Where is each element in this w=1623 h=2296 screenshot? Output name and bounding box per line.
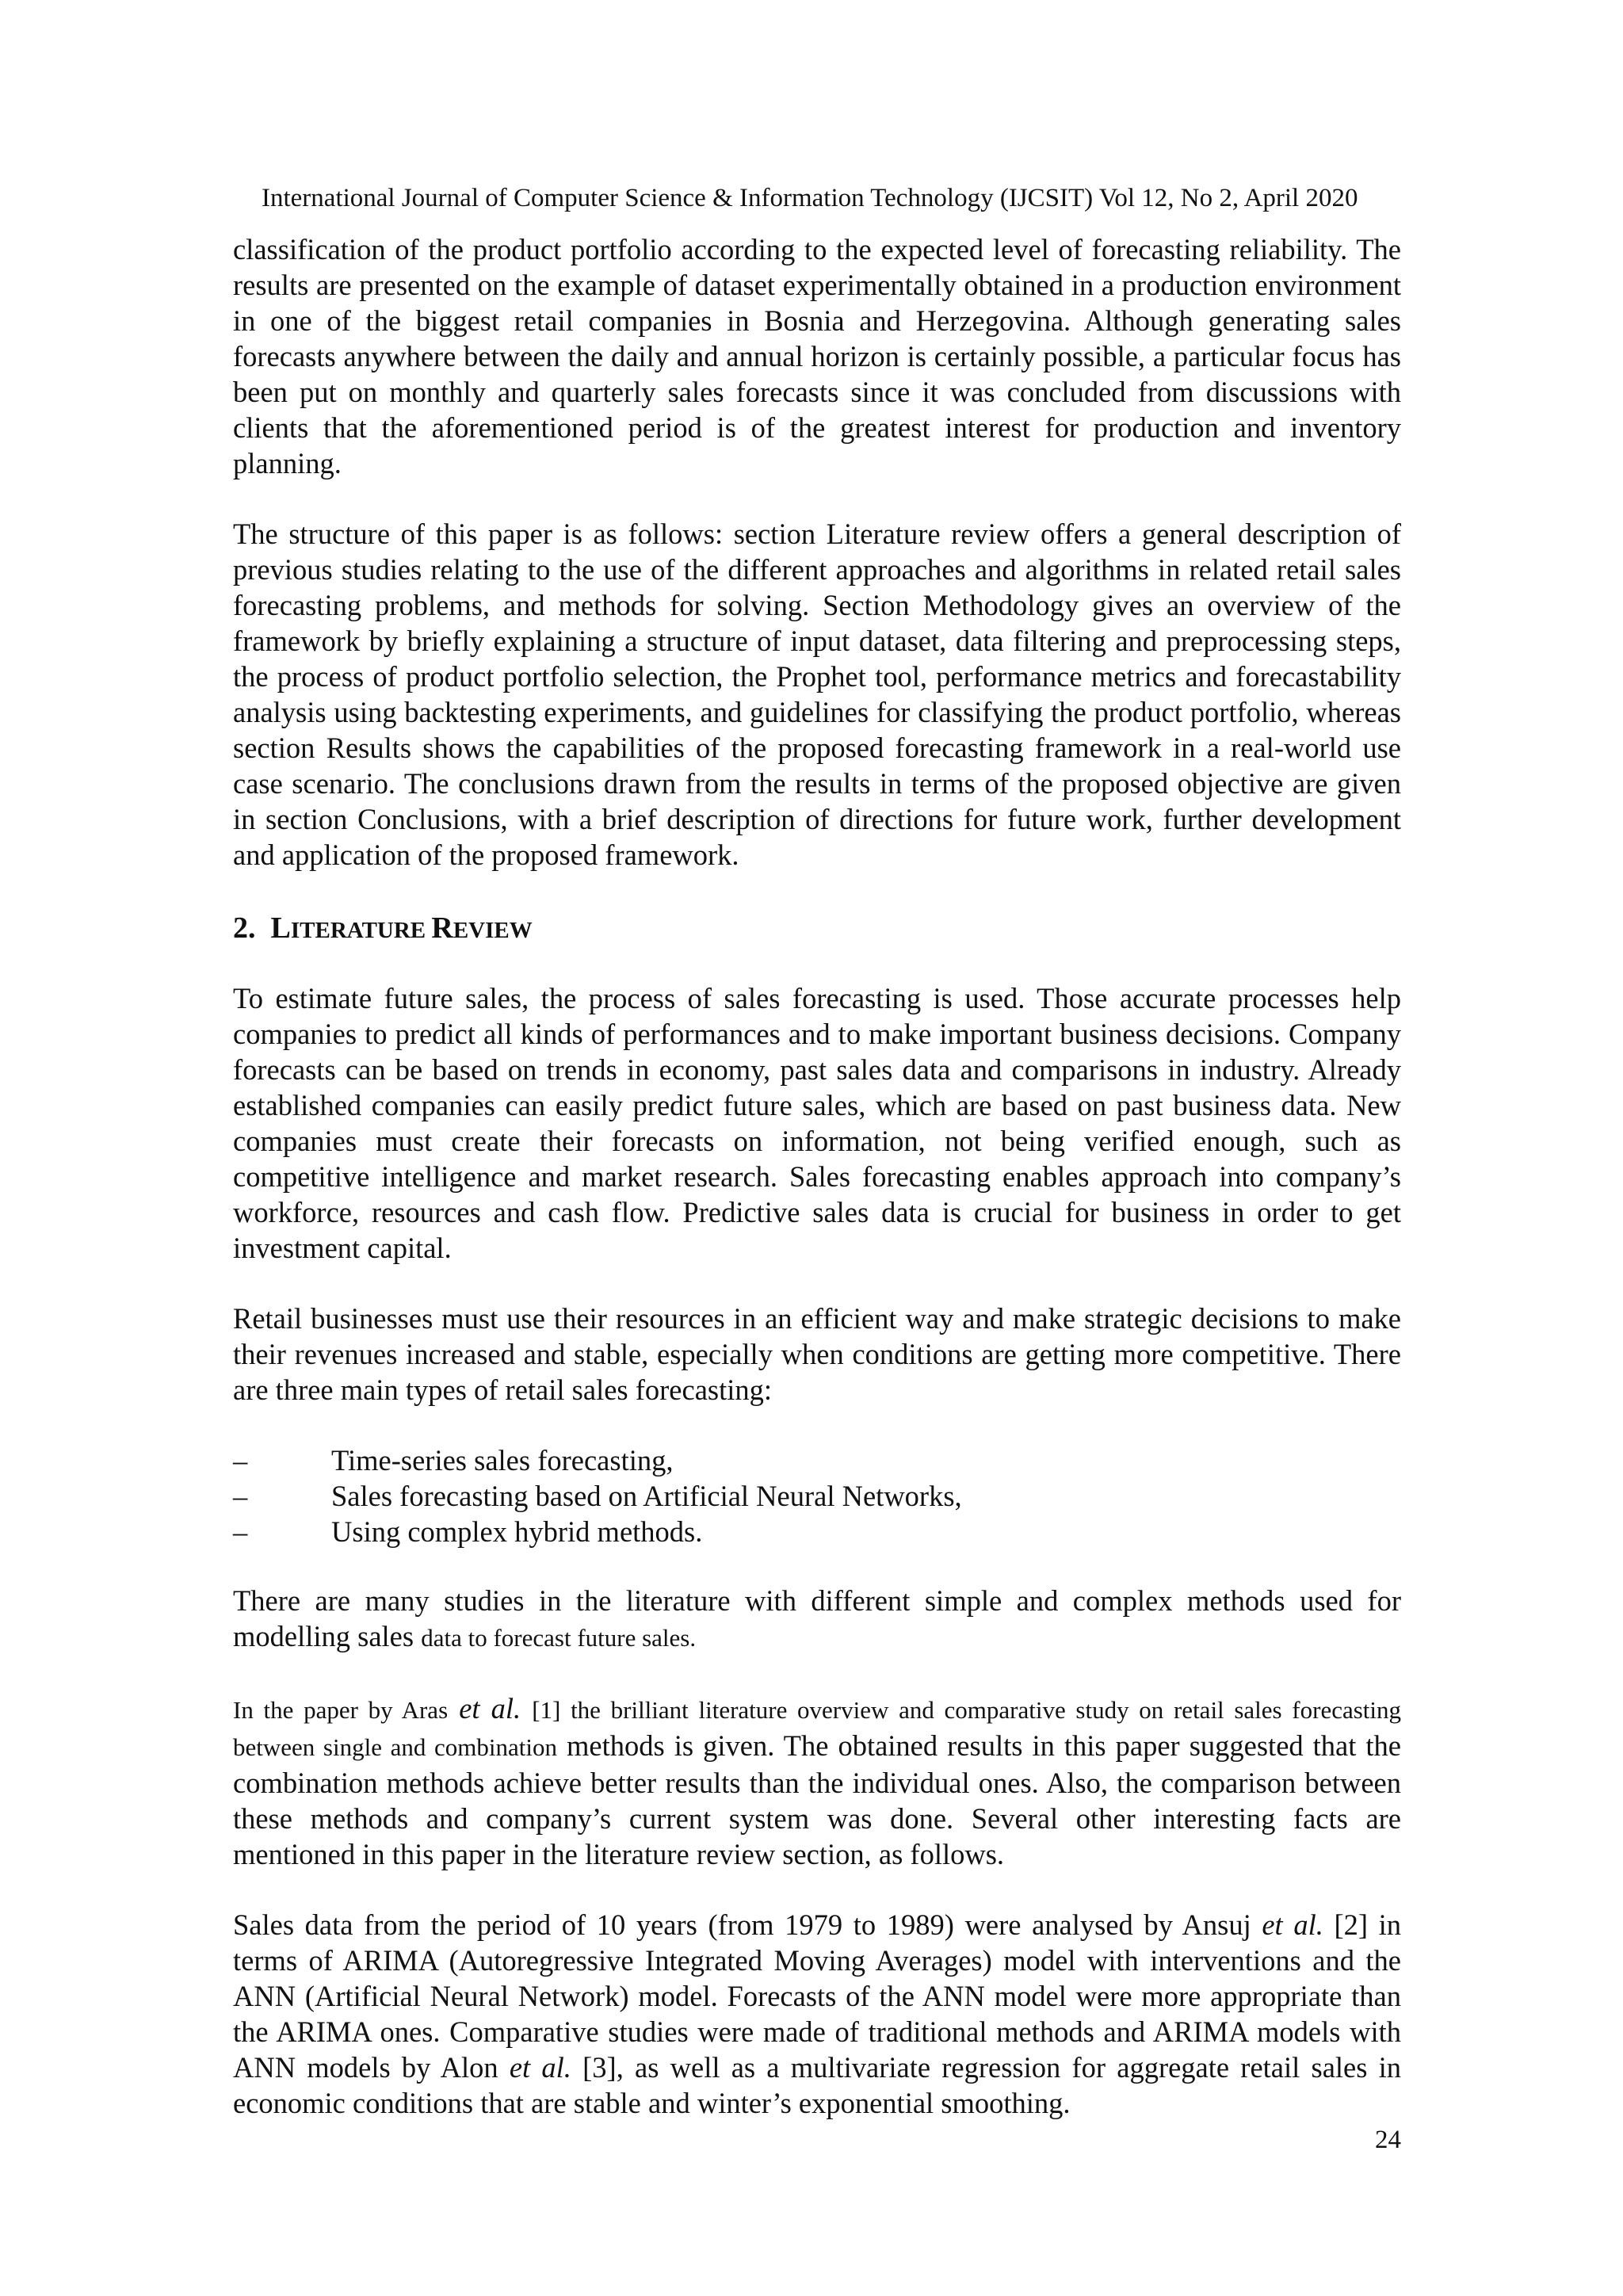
- paragraph-sales-forecasting-intro: To estimate future sales, the process of sales forecasting is used. Those accurate processes help companies to predict all kinds of performances and to make important business decisions. Company forecasts can be based on trends in economy, past sales data and comparisons in industry. Already established companies can easily predict future sales, which are based on past business data. New companies must create their forecasts on information, not being verified enough, such as competitive intelligence and market research. Sales forecasting enables approach into company’s workforce, resources and cash flow. Predictive sales data is crucial for business in order to get investment capital.: [233, 982, 1401, 1264]
- paragraph-ansuj-alon-studies: Sales data from the period of 10 years (from 1979 to 1989) were analysed by Ansuj et al. [2] in terms of ARIMA (Autoregressive Integrated Moving Averages) model with interventions and the ANN (Artificial Neural Network) model. Forecasts of the ANN model were more appropriate than the ARIMA ones. Comparative studies were made of traditional methods and ARIMA models with ANN models by Alon et al. [3], as well as a multivariate regression for aggregate retail sales in economic conditions that are stable and winter’s exponential smoothing.: [233, 1908, 1402, 2119]
- body-text: [233, 231, 1401, 2121]
- paper-page: [233, 0, 1401, 2296]
- page-number: 24: [1375, 2126, 1401, 2154]
- section-heading-literature-review: [233, 907, 1401, 951]
- dash-bullet-icon: –: [233, 1515, 248, 1548]
- paragraph-retail-types: Retail businesses must use their resources in an efficient way and make strategic decisions to make their revenues increased and stable, especially when conditions are getting more competitive. There are three main types of retail sales forecasting:: [233, 1302, 1401, 1406]
- list-item: – Using complex hybrid methods.: [233, 1515, 703, 1548]
- section-title-rest-1: ITERATURE: [290, 918, 432, 943]
- list-item: – Time-series sales forecasting,: [233, 1444, 674, 1477]
- dash-bullet-icon: –: [233, 1444, 248, 1477]
- running-header: International Journal of Computer Science & Information Technology (IJCSIT) Vol 12, No 2, April 2020: [262, 184, 1358, 212]
- section-number: 2.: [233, 911, 256, 945]
- list-item: – Sales forecasting based on Artificial Neural Networks,: [233, 1480, 962, 1512]
- section-title-cap-1: L: [270, 911, 291, 945]
- paragraph-aras-study: In the paper by Aras et al. [1] the brilliant literature overview and comparative study on retail sales forecasting between single and combination methods is given. The obtained results in this paper suggested that the combination methods achieve better results than the individual ones. Also, the comparison between these methods and company’s current system was done. Several other interesting facts are mentioned in this paper in the literature review section, as follows.: [233, 1692, 1402, 1870]
- dash-bullet-icon: –: [233, 1480, 248, 1512]
- forecasting-types-list: [233, 1442, 1401, 1549]
- paragraph-paper-structure: The structure of this paper is as follows: section Literature review offers a general description of previous studies relating to the use of the different approaches and algorithms in related retail sales forecasting problems, and methods for solving. Section Methodology gives an overview of the framework by briefly explaining a structure of input dataset, data filtering and preprocessing steps, the process of product portfolio selection, the Prophet tool, performance metrics and forecastability analysis using backtesting experiments, and guidelines for classifying the product portfolio, whereas section Results shows the capabilities of the proposed forecasting framework in a real-world use case scenario. The conclusions drawn from the results in terms of the proposed objective are given in section Conclusions, with a brief description of directions for future work, further development and application of the proposed framework.: [233, 518, 1401, 871]
- section-title-rest-2: EVIEW: [453, 918, 533, 943]
- section-title-cap-2: R: [431, 911, 453, 945]
- paragraph-intro-continuation: classification of the product portfolio according to the expected level of forecasting reliability. The results are presented on the example of dataset experimentally obtained in a production environment in one of the biggest retail companies in Bosnia and Herzegovina. Although generating sales forecasts anywhere between the daily and annual horizon is certainly possible, a particular focus has been put on monthly and quarterly sales forecasts since it was concluded from discussions with clients that the aforementioned period is of the greatest interest for production and inventory planning.: [233, 233, 1401, 479]
- paragraph-studies-overview: There are many studies in the literature with different simple and complex methods used for modelling sales data to forecast future sales.: [233, 1584, 1401, 1652]
